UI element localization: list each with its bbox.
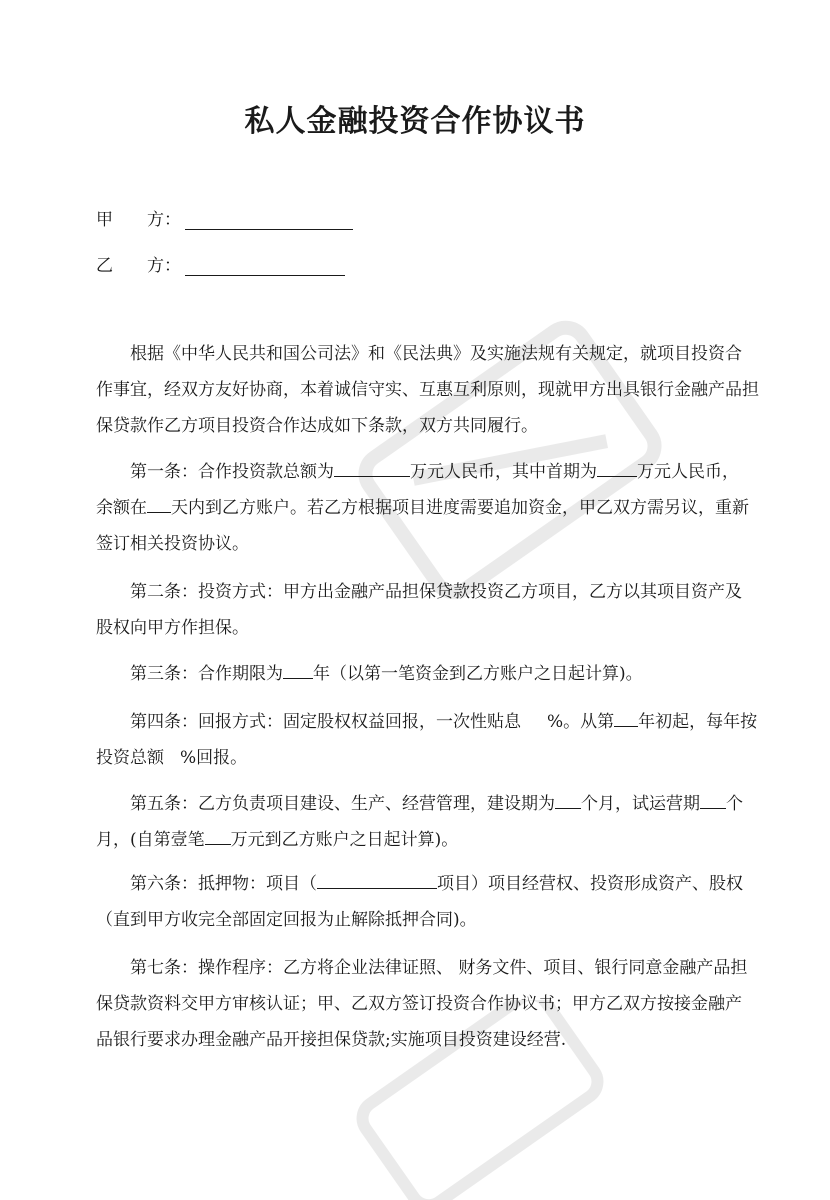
trial-months-blank[interactable] <box>700 788 726 809</box>
article-3-text: 年（以第一笔资金到乙方账户之日起计算)。 <box>313 664 643 684</box>
article-5-text: 月，(自第壹笔 <box>96 830 205 850</box>
party-b-blank[interactable] <box>185 257 345 276</box>
article-6 <box>96 866 743 938</box>
balance-days-blank[interactable] <box>147 492 171 513</box>
article-1-text: 万元人民币， <box>637 462 739 482</box>
document-title: 私人金融投资合作协议书 <box>244 104 586 139</box>
preamble-line: 作事宜，经双方友好协商，本着诚信守实、互惠互利原则，现就甲方出具银行金融产品担 <box>96 380 759 400</box>
build-months-blank[interactable] <box>555 788 581 809</box>
article-1-line <box>96 490 749 526</box>
preamble-line: 保贷款作乙方项目投资合作达成如下条款，双方共同履行。 <box>96 416 538 436</box>
article-1-line <box>96 454 739 490</box>
article-1-text: 天内到乙方账户。若乙方根据项目进度需要追加资金，甲乙双方需另议，重新 <box>171 498 749 518</box>
article-6-text: 第六条：抵押物：项目（ <box>130 874 317 894</box>
article-5-line <box>96 786 743 822</box>
article-3-text: 第三条：合作期限为 <box>130 664 283 684</box>
article-6-line: （直到甲方收完全部固定回报为止解除抵押合同)。 <box>96 910 477 930</box>
article-6-line <box>96 866 743 902</box>
article-5 <box>96 786 743 858</box>
article-4 <box>96 704 758 776</box>
article-2-line: 第二条：投资方式：甲方出金融产品担保贷款投资乙方项目，乙方以其项目资产及 <box>130 582 742 602</box>
article-7 <box>96 950 748 1058</box>
article-2-line: 股权向甲方作担保。 <box>96 618 249 638</box>
article-5-line <box>96 822 736 858</box>
article-1-text: 余额在 <box>96 498 147 518</box>
article-5-text: 个 <box>726 794 743 814</box>
party-a-label: 甲 方： <box>96 210 181 230</box>
party-a-blank[interactable] <box>185 211 353 230</box>
first-payment-blank[interactable] <box>205 824 231 845</box>
preamble <box>96 336 759 444</box>
article-1-text: 万元人民币，其中首期为 <box>410 462 597 482</box>
start-year-blank[interactable] <box>614 706 638 727</box>
article-4-text: 年初起，每年按 <box>638 712 758 732</box>
article-1-line: 签订相关投资协议。 <box>96 534 249 554</box>
article-7-line: 第七条：操作程序：乙方将企业法律证照、 财务文件、项目、银行同意金融产品担 <box>130 958 748 978</box>
article-3 <box>96 656 736 692</box>
article-4-text: 投资总额 <box>96 748 164 768</box>
project-name-blank[interactable] <box>317 868 437 889</box>
article-4-text: %。从第 <box>547 712 615 732</box>
party-a-row <box>96 205 353 230</box>
article-4-text: %回报。 <box>180 748 248 768</box>
article-6-text: 项目）项目经营权、投资形成资产、股权 <box>437 874 743 894</box>
article-4-line <box>96 740 736 776</box>
article-3-line <box>96 656 736 692</box>
article-2 <box>96 574 742 646</box>
party-b-label: 乙 方： <box>96 256 181 276</box>
preamble-line: 根据《中华人民共和国公司法》和《民法典》及实施法规有关规定，就项目投资合 <box>130 344 742 364</box>
article-7-line: 保贷款资料交甲方审核认证；甲、乙双方签订投资合作协议书；甲方乙双方按接金融产 <box>96 994 742 1014</box>
term-years-blank[interactable] <box>283 658 313 679</box>
article-5-text: 万元到乙方账户之日起计算)。 <box>230 830 459 850</box>
article-4-line <box>96 704 758 740</box>
total-amount-blank[interactable] <box>334 456 410 477</box>
article-1-text: 第一条：合作投资款总额为 <box>130 462 334 482</box>
article-5-text: 第五条：乙方负责项目建设、生产、经营管理，建设期为 <box>130 794 555 814</box>
article-5-text: 个月，试运营期 <box>581 794 700 814</box>
article-1 <box>96 454 749 562</box>
first-installment-blank[interactable] <box>597 456 637 477</box>
party-b-row <box>96 251 345 276</box>
article-7-line: 品银行要求办理金融产品开接担保贷款;实施项目投资建设经营. <box>96 1030 567 1050</box>
article-4-text: 第四条：回报方式：固定股权权益回报，一次性贴息 <box>130 712 521 732</box>
